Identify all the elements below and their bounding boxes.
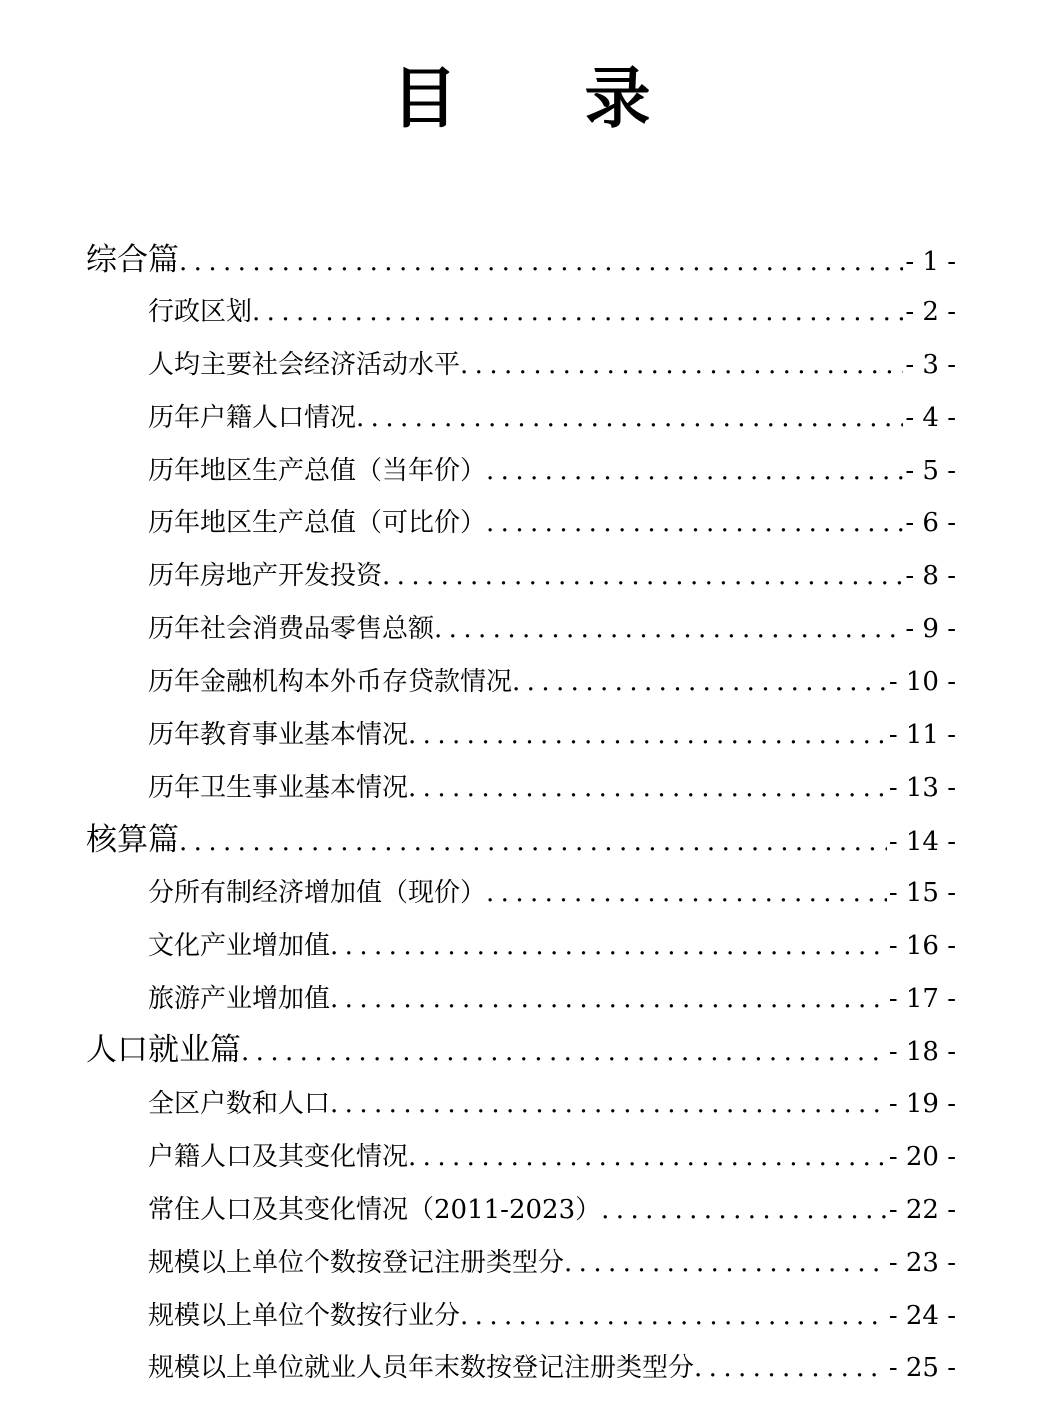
toc-dot-leader (460, 345, 903, 385)
toc-item-row[interactable] (148, 556, 956, 596)
toc-dot-leader (486, 503, 903, 543)
toc-entry-label: 旅游产业增加值 (148, 984, 331, 1014)
toc-page-number: - 14 - (888, 827, 956, 857)
toc-dot-leader (330, 979, 887, 1019)
toc-item-row[interactable] (148, 1243, 956, 1283)
toc-page-number: - 25 - (888, 1353, 956, 1383)
toc-dot-leader (460, 1296, 887, 1336)
toc-entry-label: 综合篇 (86, 242, 179, 278)
toc-page-number: - 19 - (888, 1089, 956, 1119)
toc-item-row[interactable] (148, 1190, 956, 1230)
toc-item-row[interactable] (148, 609, 956, 649)
toc-entry-label: 历年教育事业基本情况 (148, 720, 409, 750)
toc-entry-label: 规模以上单位就业人员年末数按登记注册类型分 (148, 1353, 695, 1383)
toc-page-number: - 11 - (888, 720, 956, 750)
toc-page-number: - 22 - (888, 1195, 956, 1225)
toc-section-row[interactable] (86, 820, 956, 860)
toc-entry-label: 全区户数和人口 (148, 1089, 331, 1119)
toc-entry-label: 常住人口及其变化情况（2011-2023） (148, 1195, 602, 1225)
page-title: 目 录 (391, 59, 703, 137)
toc-item-row[interactable] (148, 662, 956, 702)
toc-entry-label: 分所有制经济增加值（现价） (148, 878, 487, 908)
toc-item-row[interactable] (148, 873, 956, 913)
toc-entry-label: 行政区划 (148, 297, 253, 327)
toc-item-row[interactable] (148, 1084, 956, 1124)
toc-entry-label: 历年社会消费品零售总额 (148, 614, 435, 644)
toc-item-row[interactable] (148, 345, 956, 385)
toc-page-number: - 24 - (888, 1301, 956, 1331)
toc-item-row[interactable] (148, 398, 956, 438)
toc-page-number: - 10 - (888, 667, 956, 697)
toc-entry-label: 户籍人口及其变化情况 (148, 1142, 409, 1172)
toc-entry-label: 规模以上单位个数按行业分 (148, 1301, 461, 1331)
toc-dot-leader (330, 1084, 887, 1124)
toc-dot-leader (408, 1137, 887, 1177)
toc-item-row[interactable] (148, 768, 956, 808)
toc-item-row[interactable] (148, 1348, 956, 1388)
toc-dot-leader (694, 1348, 887, 1388)
toc-dot-leader (241, 1032, 887, 1072)
toc-item-row[interactable] (148, 503, 956, 543)
toc-page-number: - 5 - (905, 456, 956, 486)
toc-item-row[interactable] (148, 1296, 956, 1336)
toc-page-number: - 15 - (888, 878, 956, 908)
toc-entry-label: 人均主要社会经济活动水平 (148, 350, 461, 380)
toc-dot-leader (179, 822, 887, 862)
toc-dot-leader (564, 1243, 887, 1283)
toc-section-row[interactable] (86, 1030, 956, 1070)
toc-section-row[interactable] (86, 240, 956, 280)
toc-page-number: - 4 - (905, 403, 956, 433)
toc-dot-leader (252, 292, 903, 332)
toc-dot-leader (512, 662, 887, 702)
toc-entry-label: 文化产业增加值 (148, 931, 331, 961)
toc-page-number: - 3 - (905, 350, 956, 380)
toc-entry-label: 人口就业篇 (86, 1032, 241, 1068)
toc-page-number: - 20 - (888, 1142, 956, 1172)
toc-entry-label: 历年地区生产总值（当年价） (148, 456, 487, 486)
toc-dot-leader (434, 609, 903, 649)
toc-page-number: - 9 - (905, 614, 956, 644)
toc-item-row[interactable] (148, 926, 956, 966)
toc-dot-leader (179, 242, 903, 282)
toc-page-number: - 1 - (905, 247, 956, 277)
toc-page-number: - 17 - (888, 984, 956, 1014)
toc-dot-leader (408, 715, 887, 755)
toc-page-number: - 13 - (888, 773, 956, 803)
toc-item-row[interactable] (148, 979, 956, 1019)
toc-page-number: - 6 - (905, 508, 956, 538)
toc-entry-label: 历年户籍人口情况 (148, 403, 357, 433)
toc-page-number: - 8 - (905, 561, 956, 591)
toc-dot-leader (356, 398, 903, 438)
toc-entry-label: 历年房地产开发投资 (148, 561, 383, 591)
toc-page-number: - 23 - (888, 1248, 956, 1278)
toc-item-row[interactable] (148, 451, 956, 491)
toc-entry-label: 历年金融机构本外币存贷款情况 (148, 667, 513, 697)
toc-item-row[interactable] (148, 292, 956, 332)
toc-dot-leader (408, 768, 887, 808)
toc-entry-label: 核算篇 (86, 822, 179, 858)
toc-item-row[interactable] (148, 715, 956, 755)
toc-dot-leader (382, 556, 903, 596)
toc-page-number: - 2 - (905, 297, 956, 327)
toc-dot-leader (601, 1190, 887, 1230)
toc-page-number: - 16 - (888, 931, 956, 961)
toc-dot-leader (330, 926, 887, 966)
toc-entry-label: 规模以上单位个数按登记注册类型分 (148, 1248, 565, 1278)
toc-item-row[interactable] (148, 1137, 956, 1177)
toc-entry-label: 历年卫生事业基本情况 (148, 773, 409, 803)
toc-dot-leader (486, 451, 903, 491)
toc-page-number: - 18 - (888, 1037, 956, 1067)
toc-entry-label: 历年地区生产总值（可比价） (148, 508, 487, 538)
toc-dot-leader (486, 873, 887, 913)
